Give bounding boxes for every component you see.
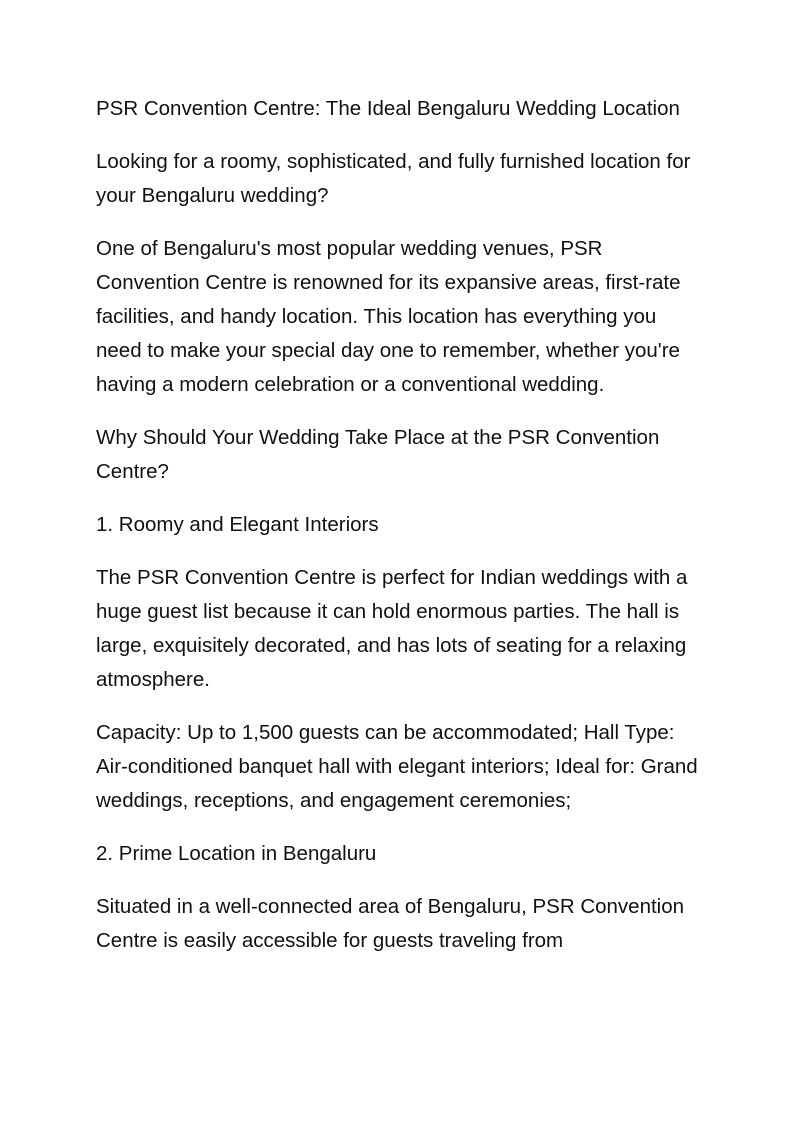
intro-body: One of Bengaluru's most popular wedding venues, PSR Convention Centre is renowned for its expansive areas, first-rate facilities, and handy location. This location has everything you need to make your special day one to remember, whether you're having a modern celebration or a conventional wedding. (96, 237, 681, 396)
section2-heading: 2. Prime Location in Bengaluru (96, 842, 377, 865)
document-page (96, 92, 706, 977)
section1-details: Capacity: Up to 1,500 guests can be accommodated; Hall Type: Air-conditioned banquet hall with elegant interiors; Ideal for: Grand weddings, receptions, and engagement ceremonies; (96, 721, 698, 812)
section2-body: Situated in a well-connected area of Bengaluru, PSR Convention Centre is easily accessible for guests traveling from (96, 895, 685, 952)
section1-heading: 1. Roomy and Elegant Interiors (96, 513, 379, 536)
section1-body: The PSR Convention Centre is perfect for Indian weddings with a huge guest list because it can hold enormous parties. The hall is large, exquisitely decorated, and has lots of seating for a relaxing atmosphere. (96, 566, 688, 691)
intro-question: Looking for a roomy, sophisticated, and fully furnished location for your Bengaluru wedding? (96, 150, 691, 207)
document-title: PSR Convention Centre: The Ideal Bengaluru Wedding Location (96, 97, 680, 120)
why-heading: Why Should Your Wedding Take Place at the PSR Convention Centre? (96, 426, 660, 483)
